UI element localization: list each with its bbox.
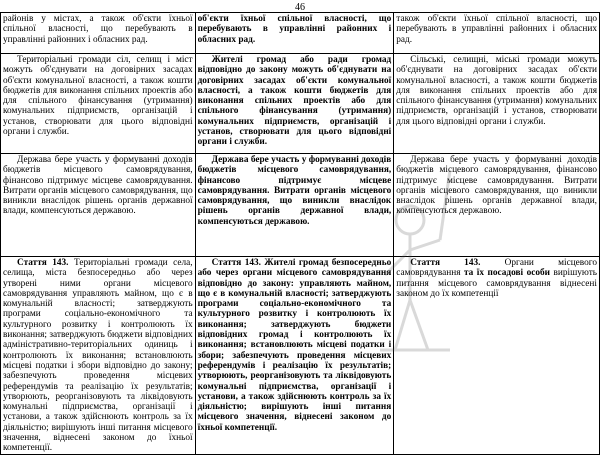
cell-text: також об'єкти їхньої спільної власності, що перебувають в управлінні районних і обласних рад.: [396, 14, 597, 45]
cell-text: Держава бере участь у формуванні доходів бюджетів місцевого самоврядування, фінансово підтримує місцеве самоврядування. Витрати органів місцевого самоврядування, що виникли внаслідок рішень органів державної влади, компенсуються державою.: [3, 155, 193, 217]
cell-col3-row2: [394, 54, 600, 154]
cell-text: Жителі громад або ради громад відповідно до закону можуть об'єднувати на договірних засадах об'єкти комунальної власності, а також кошти бюджетів для виконання спільних проектів або для спільного фінансування (утримання) комунальних підприємств, організацій і установ, створювати для цього відповідні органи і служби.: [197, 55, 392, 148]
article-label: Стаття 143.: [410, 258, 481, 268]
cell-col2-row4: [195, 257, 394, 455]
article-label: Стаття 143.: [211, 258, 261, 268]
table-row: [1, 54, 600, 154]
cell-col1-row4: [1, 257, 196, 455]
cell-col3-row3: [394, 154, 600, 257]
cell-text: Органи місцевого самоврядування: [396, 258, 597, 279]
cell-col2-row3: [195, 154, 394, 257]
cell-col3-row1: [394, 13, 600, 54]
cell-text: Територіальні громади сіл, селищ і міст можуть об'єднувати на договірних засадах об'єкти комунальної власності, а також кошти бюджетів для виконання спільних проектів або для спільного фінансування (утримання) комунальних підприємств, організацій і установ, створювати для цього відповідні органи і служби.: [3, 55, 193, 138]
cell-text: районів у містах, а також об'єкти їхньої спільної власності, що перебувають в управлінні районних і обласних рад.: [3, 14, 193, 45]
cell-col3-row4: [394, 257, 600, 455]
cell-text: Сільські, селищні, міські громади можуть об'єднувати на договірних засадах об'єкти комунальної власності, а також кошти бюджетів для виконання спільних проектів або для спільного фінансування (утримання) комунальних підприємств, організацій і установ, створювати для цього відповідні органи і служби.: [396, 55, 597, 127]
cell-text: Держава бере участь у формуванні доходів бюджетів місцевого самоврядування, фінансово підтримує місцеве самоврядування. Витрати органів місцевого самоврядування, що виникли внаслідок рішень органів державної влади, компенсуються державою.: [197, 155, 392, 227]
cell-col1-row2: [1, 54, 196, 154]
comparison-table: [0, 12, 600, 455]
cell-col2-row1: [195, 13, 394, 54]
cell-text: Жителі громад безпосередньо або через органи місцевого самоврядування відповідно до закону: управляють майном, що є в комунальній власності; затверджують програми соціально-економічного та культурного розвитку і контролюють їх виконання; затверджують бюджети відповідних громад і контролюють їх виконання; встановлюють місцеві податки і збори; забезпечують проведення місцевих референдумів і реалізацію їх результатів; утворюють, реорганізовують та ліквідовують комунальні підприємства, організації і установи, а також здійснюють контроль за їх діяльністю; вирішують інші питання місцевого значення, віднесені законом до їхньої компетенції.: [197, 258, 392, 433]
cell-col1-row1: [1, 13, 196, 54]
page-number: 46: [295, 2, 305, 13]
article-label: Стаття 143.: [17, 258, 69, 268]
cell-text: Територіальні громади села, селища, міста безпосередньо або через утворені ними органи місцевого самоврядування управляють майном, що є в комунальній власності; затверджують програми соціально-економічного та культурного розвитку і контролюють їх виконання; затверджують бюджети відповідних адміністративно-територіальних одиниць і контролюють їх виконання; встановлюють місцеві податки і збори відповідно до закону; забезпечують проведення місцевих референдумів та реалізацію їх результатів; утворюють, реорганізовують та ліквідовують комунальні підприємства, організації і установи, а також здійснюють контроль за їх діяльністю; вирішують інші питання місцевого значення, віднесені законом до їхньої компетенції.: [3, 258, 193, 454]
cell-text-bold: та їх посадові особи: [463, 268, 550, 279]
table-row: [1, 13, 600, 54]
table-row: [1, 257, 600, 455]
cell-text: вирішують питання місцевого самоврядування віднесені законом до їх компетенції: [396, 268, 598, 299]
table-row: [1, 154, 600, 257]
cell-col1-row3: [1, 154, 196, 257]
cell-col2-row2: [195, 54, 394, 154]
cell-text: Держава бере участь у формуванні доходів бюджетів місцевого самоврядування, фінансово підтримує місцеве самоврядування. Витрати органів місцевого самоврядування, що виникли внаслідок рішень органів державної влади, компенсуються державою.: [396, 155, 597, 217]
cell-text: об'єкти їхньої спільної власності, що перебувають в управлінні районних і обласних рад.: [197, 14, 392, 45]
